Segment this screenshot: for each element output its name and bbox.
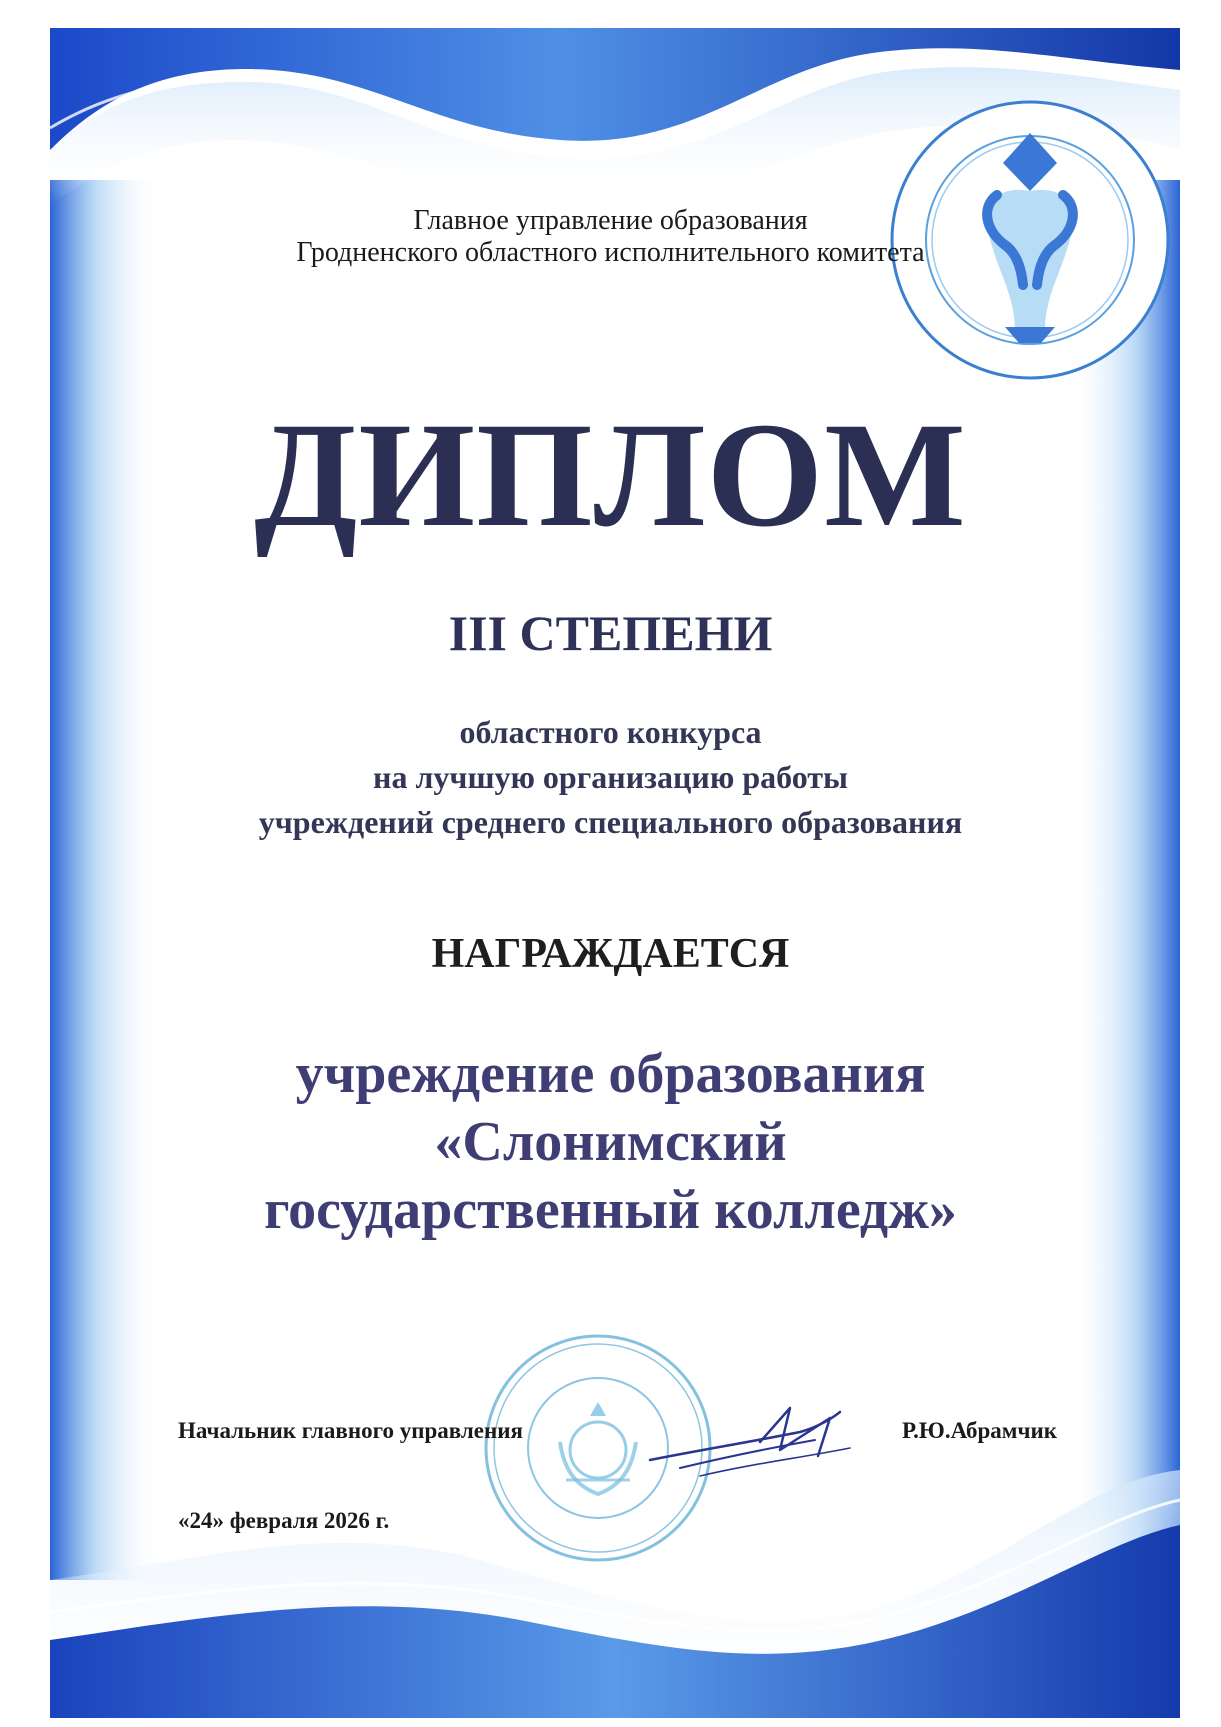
issue-date: «24» февраля 2026 г.	[178, 1508, 390, 1533]
signatory-name: Р.Ю.Абрамчик	[902, 1418, 1057, 1443]
contest-line-2: на лучшую организацию работы	[373, 759, 848, 795]
awarded-label: НАГРАЖДАЕТСЯ	[431, 931, 790, 977]
handwritten-signature	[640, 1390, 860, 1490]
contest-line-1: областного конкурса	[459, 714, 762, 750]
recipient-line-1: учреждение образования	[295, 1043, 926, 1105]
contest-line-3: учреждений среднего специального образования	[258, 804, 963, 840]
diploma-title: ДИПЛОМ	[254, 392, 967, 558]
signature-scribble-icon	[640, 1390, 860, 1490]
issuer-line-2: Гродненского областного исполнительного комитета	[296, 237, 925, 268]
signatory-position: Начальник главного управления	[178, 1418, 523, 1443]
issuer-line-1: Главное управление образования	[413, 205, 808, 236]
recipient-name	[0, 1040, 1221, 1244]
issuer-name	[0, 205, 1221, 269]
recipient-line-3: государственный колледж»	[264, 1179, 957, 1241]
contest-description	[0, 710, 1221, 845]
degree-label: III СТЕПЕНИ	[448, 605, 773, 661]
recipient-line-2: «Слонимский	[434, 1111, 787, 1173]
